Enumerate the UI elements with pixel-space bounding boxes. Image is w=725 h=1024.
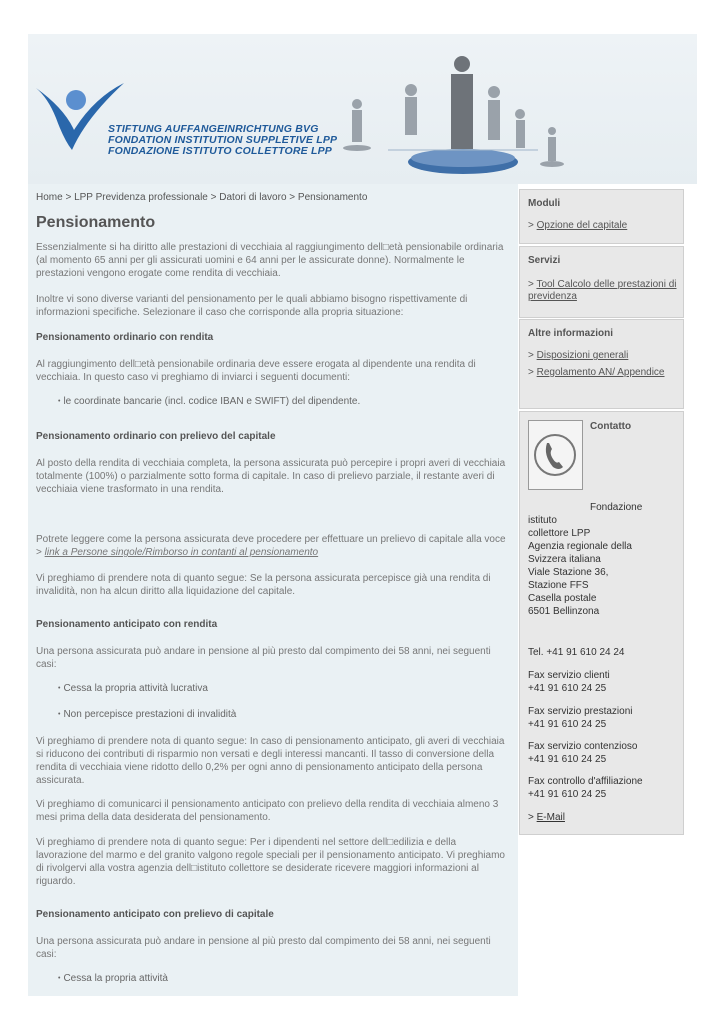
servizi-title: Servizi xyxy=(528,255,561,266)
contact-org-line: 6501 Bellinzona xyxy=(528,606,600,617)
section-heading: Pensionamento ordinario con prelievo del capitale xyxy=(36,431,276,442)
fax-label: Fax servizio contenzioso xyxy=(528,741,638,752)
paragraph: Al posto della rendita di vecchiaia completa, la persona assicurata può percepire i propri averi di vecchiaia totalmente (100%) o parzialmente sotto forma di capitale. In caso di prelievo parziale, il restante averi di vecchiaia viene trasformato in una rendita. xyxy=(36,458,506,495)
page-title: Pensionamento xyxy=(36,214,156,231)
regulation-link-text[interactable]: Regolamento AN/ Appendice xyxy=(536,367,665,378)
logo-line: FONDAZIONE ISTITUTO COLLETTORE LPP xyxy=(108,145,332,157)
section-heading: Pensionamento anticipato con rendita xyxy=(36,619,218,630)
fax-number: +41 91 610 24 25 xyxy=(528,683,607,694)
altre-info-title: Altre informazioni xyxy=(528,328,614,339)
capital-option-link[interactable]: > Opzione del capitale xyxy=(528,220,628,231)
fax-number: +41 91 610 24 25 xyxy=(528,719,607,730)
contact-org-line: istituto xyxy=(528,515,557,526)
contact-org-line: collettore LPP xyxy=(528,528,591,539)
altre-info-box xyxy=(519,319,684,409)
fax-number: +41 91 610 24 25 xyxy=(528,754,607,765)
contact-org-line: Casella postale xyxy=(528,593,597,604)
contact-org-line: Agenzia regionale della xyxy=(528,541,632,552)
list-item: • Non percepisce prestazioni di invalidità xyxy=(58,709,236,720)
fax-number: +41 91 610 24 25 xyxy=(528,789,607,800)
contact-phone: Tel. +41 91 610 24 24 xyxy=(528,647,625,658)
paragraph: Una persona assicurata può andare in pensione al più presto dal compimento dei 58 anni, nei seguenti casi: xyxy=(36,936,491,960)
breadcrumb[interactable]: Home > LPP Previdenza professionale > Datori di lavoro > Pensionamento xyxy=(36,192,368,203)
email-link[interactable]: > E-Mail xyxy=(528,812,565,823)
capital-withdrawal-link[interactable]: link a Persone singole/Rimborso in contanti al pensionamento xyxy=(44,547,319,558)
servizi-box xyxy=(519,246,684,318)
contact-org-line: Viale Stazione 36, xyxy=(528,567,609,578)
paragraph-text: Potrete leggere come la persona assicurata deve procedere per effettuare un prelievo di capitale alla voce > xyxy=(36,534,506,558)
list-item: • Cessa la propria attività lucrativa xyxy=(58,683,208,694)
intro-paragraph: Essenzialmente si ha diritto alle prestazioni di vecchiaia al raggiungimento dell□età pensionabile ordinaria (al momento 65 anni per gli assicurati uomini e 64 anni per le assicurate donne). Normalmente le prestazioni vengono erogate come rendita di vecchiaia. xyxy=(36,242,504,279)
contact-title: Contatto xyxy=(590,421,632,432)
contact-org-line: Fondazione xyxy=(590,502,643,513)
header-banner xyxy=(28,34,697,184)
contact-box xyxy=(519,411,684,835)
paragraph: Al raggiungimento dell□età pensionabile ordinaria deve essere erogata al dipendente una rendita di vecchiaia. In questo caso vi preghiamo di inviarci i seguenti documenti: xyxy=(36,359,476,383)
general-provisions-link-text[interactable]: Disposizioni generali xyxy=(536,350,629,361)
paragraph: Una persona assicurata può andare in pensione al più presto dal compimento dei 58 anni, nei seguenti casi: xyxy=(36,646,491,670)
logo-line: FONDATION INSTITUTION SUPPLETIVE LPP xyxy=(108,134,338,146)
paragraph: Vi preghiamo di prendere nota di quanto segue: Per i dipendenti nel settore dell□edilizia e della lavorazione del marmo e del granito valgono regole speciali per il pensionamento anticipato. Vi preghiamo di rivolgervi alla vostra agenzia dell□istituto collettore se desiderate ricevere maggiori informazioni al riguardo. xyxy=(36,837,505,887)
page xyxy=(28,34,697,996)
fax-label: Fax controllo d'affiliazione xyxy=(528,776,643,787)
email-link-text[interactable]: E-Mail xyxy=(536,812,565,823)
calculation-tool-link[interactable]: > Tool Calcolo delle prestazioni di previdenza xyxy=(528,279,677,302)
list-item: • le coordinate bancarie (incl. codice IBAN e SWIFT) del dipendente. xyxy=(58,396,360,407)
main-content xyxy=(28,184,518,996)
variants-paragraph: Inoltre vi sono diverse varianti del pensionamento per le quali abbiamo bisogno rispettivamente di informazioni specifiche. Selezionare il caso che corrisponde alla propria situazione: xyxy=(36,294,468,318)
general-provisions-link[interactable]: > Disposizioni generali xyxy=(528,350,629,361)
fax-label: Fax servizio prestazioni xyxy=(528,706,633,717)
regulation-link[interactable]: > Regolamento AN/ Appendice xyxy=(528,367,665,378)
fax-label: Fax servizio clienti xyxy=(528,670,610,681)
phone-icon xyxy=(529,421,582,489)
paragraph: Vi preghiamo di prendere nota di quanto segue: In caso di pensionamento anticipato, gli averi di vecchiaia si riducono dei contributi di risparmio non versati e degli interessi mancanti. Il tasso di conversione della rendita di vecchiaia viene ridotto dello 0,2% per ogni anno di pensionamento anticipato della persona assicurata. xyxy=(36,736,505,786)
phone-icon-box xyxy=(528,420,583,490)
section-heading: Pensionamento anticipato con prelievo di capitale xyxy=(36,909,274,920)
capital-option-link-text[interactable]: Opzione del capitale xyxy=(536,220,628,231)
list-item: • Cessa la propria attività xyxy=(58,973,168,984)
paragraph: Vi preghiamo di prendere nota di quanto segue: Se la persona assicurata percepisce già una rendita di invalidità, non ha alcun diritto alla liquidazione del capitale. xyxy=(36,573,491,597)
calculation-tool-link-text[interactable]: Tool Calcolo delle prestazioni di previdenza xyxy=(528,279,677,302)
contact-org-line: Stazione FFS xyxy=(528,580,589,591)
moduli-title: Moduli xyxy=(528,198,561,209)
moduli-box xyxy=(519,189,684,244)
section-heading: Pensionamento ordinario con rendita xyxy=(36,332,214,343)
logo-text xyxy=(108,124,337,157)
logo-line: STIFTUNG AUFFANGEINRICHTUNG BVG xyxy=(108,123,319,135)
contact-org-line: Svizzera italiana xyxy=(528,554,601,565)
paragraph xyxy=(36,533,506,559)
paragraph: Vi preghiamo di comunicarci il pensionamento anticipato con prelievo della rendita di vecchiaia almeno 3 mesi prima della data desiderata del pensionamento. xyxy=(36,799,499,823)
people-illustration xyxy=(338,52,608,182)
